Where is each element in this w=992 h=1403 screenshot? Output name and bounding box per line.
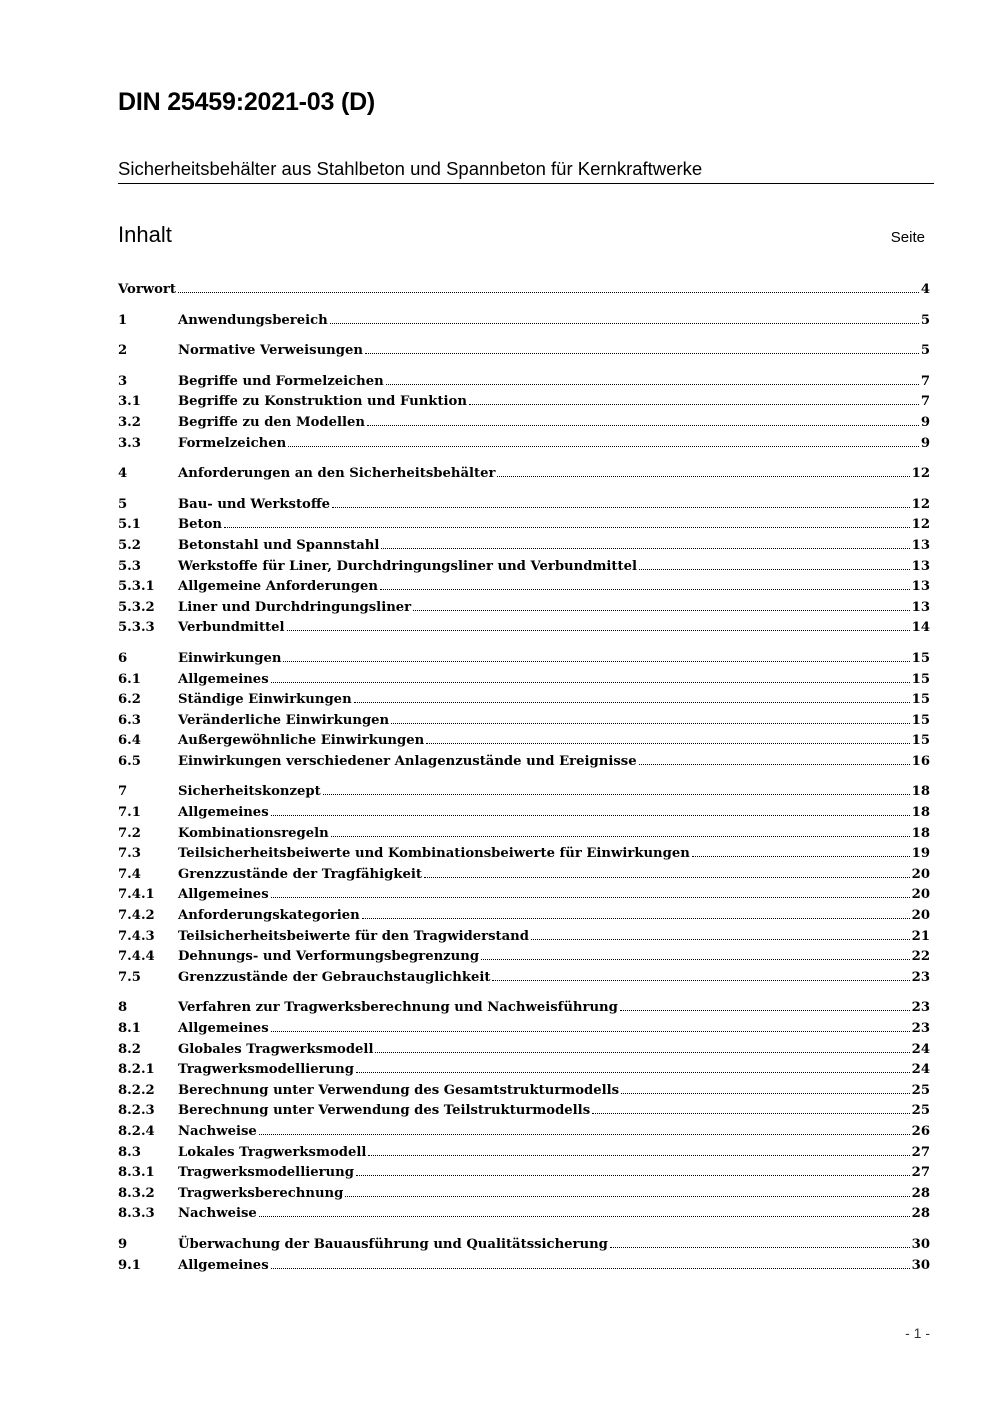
toc-entry-number: 7.4.3 <box>118 928 155 944</box>
toc-entry-page: 15 <box>911 650 930 666</box>
toc-entry-title: Berechnung unter Verwendung des Gesamtstrukturmodells <box>178 1082 620 1098</box>
toc-entry[interactable] <box>118 690 930 711</box>
toc-entry[interactable] <box>118 649 930 670</box>
toc-entry[interactable] <box>118 1143 930 1164</box>
toc-dot-leader <box>610 1237 910 1248</box>
toc-entry-title: Allgemeines <box>178 1257 269 1273</box>
toc-entry[interactable] <box>118 670 930 691</box>
toc-entry-page: 24 <box>911 1041 930 1057</box>
toc-entry-number: 6.2 <box>118 692 141 708</box>
toc-entry-page: 12 <box>911 517 930 533</box>
toc-entry[interactable] <box>118 341 930 362</box>
toc-dot-leader <box>271 1258 910 1269</box>
toc-entry-page: 30 <box>911 1236 930 1252</box>
toc-entry-page: 30 <box>911 1257 930 1273</box>
toc-entry-title: Teilsicherheitsbeiwerte und Kombinationsbeiwerte für Einwirkungen <box>178 846 690 862</box>
toc-dot-leader <box>283 651 909 662</box>
toc-entry-page: 21 <box>911 928 930 944</box>
toc-dot-leader <box>330 313 919 324</box>
toc-dot-leader <box>259 1206 910 1217</box>
document-subtitle: Sicherheitsbehälter aus Stahlbeton und Spannbeton für Kernkraftwerke <box>118 158 934 184</box>
toc-entry[interactable] <box>118 1040 930 1061</box>
toc-entry[interactable] <box>118 464 930 485</box>
toc-entry-page: 16 <box>911 753 930 769</box>
toc-entry-page: 27 <box>911 1165 930 1181</box>
toc-entry-title: Nachweise <box>178 1123 257 1139</box>
toc-entry-page: 23 <box>911 1021 930 1036</box>
toc-entry-page: 4 <box>920 282 930 297</box>
toc-entry-number: 7.4.4 <box>118 949 155 965</box>
toc-entry-number: 5.3.3 <box>118 620 155 636</box>
toc-dot-leader <box>386 374 919 385</box>
toc-entry-number: 8.3 <box>118 1144 141 1160</box>
toc-entry-title: Beton <box>178 517 223 533</box>
toc-entry-number: 7.5 <box>118 969 141 985</box>
toc-entry-number: 9.1 <box>118 1257 141 1273</box>
toc-entry[interactable] <box>118 844 930 865</box>
toc-entry-page: 18 <box>911 784 930 800</box>
toc-entry-page: 7 <box>920 394 930 410</box>
toc-entry-number: 8.3.3 <box>118 1206 155 1222</box>
toc-dot-leader <box>620 1000 910 1011</box>
toc-entry[interactable] <box>118 782 930 803</box>
toc-entry-number: 3 <box>118 373 128 389</box>
toc-entry-title: Grenzzustände der Tragfähigkeit <box>178 866 422 882</box>
toc-dot-leader <box>259 1124 910 1135</box>
toc-entry-title: Formelzeichen <box>178 435 287 451</box>
toc-entry-title: Berechnung unter Verwendung des Teilstrukturmodells <box>178 1103 591 1119</box>
toc-dot-leader <box>271 672 910 683</box>
toc-entry-page: 23 <box>911 969 930 985</box>
toc-dot-leader <box>424 867 910 878</box>
toc-entry-page: 27 <box>911 1144 930 1160</box>
toc-dot-leader <box>356 1062 910 1073</box>
toc-entry-title: Begriffe und Formelzeichen <box>178 373 384 389</box>
toc-entry[interactable] <box>118 731 930 752</box>
toc-entry-number: 6.1 <box>118 671 141 687</box>
toc-dot-leader <box>381 538 909 549</box>
toc-dot-leader <box>531 929 910 940</box>
toc-entry-page: 15 <box>911 692 930 708</box>
toc-entry-title: Allgemeines <box>178 887 269 903</box>
toc-entry-page: 25 <box>911 1082 930 1098</box>
toc-entry-title: Anforderungen an den Sicherheitsbehälter <box>178 466 496 482</box>
toc-entry[interactable] <box>118 280 930 301</box>
toc-entry[interactable] <box>118 711 930 732</box>
toc-dot-leader <box>413 600 910 611</box>
toc-dot-leader <box>481 949 910 960</box>
toc-entry[interactable] <box>118 803 930 824</box>
toc-entry-title: Veränderliche Einwirkungen <box>178 712 390 728</box>
toc-entry[interactable] <box>118 1060 930 1081</box>
toc-dot-leader <box>362 908 910 919</box>
toc-entry-number: 8.2.2 <box>118 1082 155 1098</box>
toc-entry[interactable] <box>118 598 930 619</box>
toc-entry-title: Allgemeines <box>178 1021 269 1036</box>
toc-entry[interactable] <box>118 557 930 578</box>
page-number: - 1 - <box>905 1325 930 1341</box>
toc-dot-leader <box>224 517 910 528</box>
toc-entry[interactable] <box>118 906 930 927</box>
toc-entry-page: 9 <box>920 435 930 451</box>
toc-entry[interactable] <box>118 865 930 886</box>
toc-entry-number: 5.1 <box>118 517 141 533</box>
toc-entry-page: 22 <box>911 949 930 965</box>
toc-entry-number: 8.1 <box>118 1021 141 1036</box>
toc-dot-leader <box>271 887 910 898</box>
toc-entry-number: 6.4 <box>118 733 141 749</box>
toc-dot-leader <box>391 713 910 724</box>
toc-entry-page: 5 <box>920 312 930 328</box>
toc-entry-number: 2 <box>118 343 128 359</box>
toc-entry-page: 14 <box>911 620 930 636</box>
toc-dot-leader <box>331 826 910 837</box>
toc-entry[interactable] <box>118 1081 930 1102</box>
toc-entry[interactable] <box>118 927 930 948</box>
toc-entry[interactable] <box>118 752 930 773</box>
toc-entry[interactable] <box>118 618 930 639</box>
toc-entry-number: 8.2.3 <box>118 1103 155 1119</box>
toc-entry-page: 20 <box>911 866 930 882</box>
toc-entry[interactable] <box>118 1235 930 1256</box>
toc-entry-title: Verbundmittel <box>178 620 285 636</box>
toc-entry[interactable] <box>118 392 930 413</box>
toc-entry-title: Nachweise <box>178 1206 257 1222</box>
toc-entry-title: Grenzzustände der Gebrauchstauglichkeit <box>178 969 491 985</box>
toc-dot-leader <box>492 970 909 981</box>
toc-entry-title: Anforderungskategorien <box>178 908 360 924</box>
toc-entry-number: 8.2 <box>118 1041 141 1057</box>
toc-entry-number: 4 <box>118 466 128 482</box>
toc-dot-leader <box>639 754 910 765</box>
toc-dot-leader <box>271 1021 910 1032</box>
toc-entry-number: 5.3.1 <box>118 579 155 595</box>
toc-entry-number: 5.3 <box>118 558 141 574</box>
toc-entry-title: Überwachung der Bauausführung und Qualitätssicherung <box>178 1236 608 1252</box>
toc-entry[interactable] <box>118 1163 930 1184</box>
table-of-contents <box>118 280 930 1276</box>
toc-entry-number: 7 <box>118 784 128 800</box>
toc-entry-title: Allgemeines <box>178 671 269 687</box>
toc-entry-page: 18 <box>911 805 930 821</box>
toc-entry-title: Lokales Tragwerksmodell <box>178 1144 367 1160</box>
toc-entry[interactable] <box>118 1122 930 1143</box>
toc-entry-number: 9 <box>118 1236 128 1252</box>
toc-dot-leader <box>692 846 910 857</box>
toc-entry-page: 9 <box>920 414 930 430</box>
toc-entry-title: Sicherheitskonzept <box>178 784 321 800</box>
toc-entry-number: 6.3 <box>118 712 141 728</box>
toc-entry-page: 15 <box>911 712 930 728</box>
toc-entry-number: 6.5 <box>118 753 141 769</box>
toc-entry[interactable] <box>118 434 930 455</box>
toc-entry-number: 7.2 <box>118 825 141 841</box>
toc-entry-title: Einwirkungen verschiedener Anlagenzustände und Ereignisse <box>178 753 637 769</box>
toc-dot-leader <box>323 784 910 795</box>
toc-entry[interactable] <box>118 885 930 906</box>
toc-dot-leader <box>178 282 919 293</box>
toc-entry-title: Einwirkungen <box>178 650 282 666</box>
toc-entry-page: 12 <box>911 496 930 512</box>
toc-entry-page: 7 <box>920 373 930 389</box>
toc-entry-number: 5.3.2 <box>118 599 155 615</box>
toc-dot-leader <box>332 497 910 508</box>
toc-entry-number: 1 <box>118 312 128 328</box>
toc-entry-title: Begriffe zu Konstruktion und Funktion <box>178 394 467 410</box>
toc-entry-title: Verfahren zur Tragwerksberechnung und Nachweisführung <box>178 1000 618 1016</box>
toc-dot-leader <box>356 1165 910 1176</box>
toc-entry[interactable] <box>118 495 930 516</box>
toc-entry-page: 5 <box>920 343 930 359</box>
toc-dot-leader <box>621 1083 910 1094</box>
toc-entry-title: Vorwort <box>118 282 176 297</box>
toc-entry[interactable] <box>118 515 930 536</box>
toc-entry-number: 8.2.4 <box>118 1123 155 1139</box>
toc-entry-page: 15 <box>911 733 930 749</box>
toc-dot-leader <box>345 1186 909 1197</box>
toc-dot-leader <box>271 805 910 816</box>
toc-entry[interactable] <box>118 1101 930 1122</box>
toc-entry[interactable] <box>118 1019 930 1040</box>
toc-entry[interactable] <box>118 1184 930 1205</box>
toc-entry[interactable] <box>118 824 930 845</box>
toc-entry-title: Ständige Einwirkungen <box>178 692 352 708</box>
toc-entry[interactable] <box>118 413 930 434</box>
toc-entry-title: Kombinationsregeln <box>178 825 329 841</box>
toc-dot-leader <box>380 579 910 590</box>
toc-entry-page: 20 <box>911 908 930 924</box>
toc-entry-number: 7.3 <box>118 846 141 862</box>
toc-entry[interactable] <box>118 1256 930 1277</box>
toc-entry-page: 19 <box>911 846 930 862</box>
toc-entry-title: Liner und Durchdringungsliner <box>178 599 412 615</box>
toc-entry-number: 7.1 <box>118 805 141 821</box>
toc-entry-title: Betonstahl und Spannstahl <box>178 537 380 553</box>
toc-entry-number: 8.3.2 <box>118 1185 155 1201</box>
toc-entry-page: 13 <box>911 558 930 574</box>
toc-entry-title: Dehnungs- und Verformungsbegrenzung <box>178 949 480 965</box>
toc-entry-page: 20 <box>911 887 930 903</box>
toc-entry-page: 28 <box>911 1206 930 1222</box>
toc-entry-number: 3.1 <box>118 394 141 410</box>
toc-entry-title: Werkstoffe für Liner, Durchdringungsliner und Verbundmittel <box>178 558 638 574</box>
toc-entry-page: 23 <box>911 1000 930 1016</box>
toc-entry[interactable] <box>118 998 930 1019</box>
toc-dot-leader <box>365 343 919 354</box>
toc-entry-number: 8.2.1 <box>118 1062 155 1078</box>
toc-dot-leader <box>426 733 909 744</box>
toc-entry-page: 13 <box>911 579 930 595</box>
toc-entry-number: 3.3 <box>118 435 141 451</box>
toc-entry-number: 7.4 <box>118 866 141 882</box>
toc-entry-page: 28 <box>911 1185 930 1201</box>
toc-entry-page: 13 <box>911 599 930 615</box>
document-id: DIN 25459:2021-03 (D) <box>118 88 376 116</box>
toc-entry-page: 18 <box>911 825 930 841</box>
toc-dot-leader <box>288 436 919 447</box>
toc-entry-page: 26 <box>911 1123 930 1139</box>
toc-entry-title: Normative Verweisungen <box>178 343 363 359</box>
toc-entry-title: Tragwerksberechnung <box>178 1185 344 1201</box>
toc-entry[interactable] <box>118 311 930 332</box>
toc-entry-number: 8 <box>118 1000 128 1016</box>
toc-entry-number: 7.4.2 <box>118 908 155 924</box>
toc-dot-leader <box>592 1103 910 1114</box>
toc-entry-title: Allgemeine Anforderungen <box>178 579 378 595</box>
toc-dot-leader <box>368 1145 909 1156</box>
toc-entry[interactable] <box>118 1204 930 1225</box>
toc-entry[interactable] <box>118 372 930 393</box>
toc-entry-number: 7.4.1 <box>118 887 155 903</box>
toc-entry-page: 12 <box>911 466 930 482</box>
toc-dot-leader <box>375 1042 909 1053</box>
toc-entry-number: 5 <box>118 496 128 512</box>
toc-entry-title: Bau- und Werkstoffe <box>178 496 331 512</box>
toc-entry-title: Außergewöhnliche Einwirkungen <box>178 733 425 749</box>
toc-entry-page: 24 <box>911 1062 930 1078</box>
toc-dot-leader <box>639 559 910 570</box>
toc-entry-title: Tragwerksmodellierung <box>178 1062 354 1078</box>
toc-entry-number: 3.2 <box>118 414 141 430</box>
toc-entry-title: Tragwerksmodellierung <box>178 1165 354 1181</box>
toc-entry[interactable] <box>118 968 930 989</box>
toc-entry[interactable] <box>118 536 930 557</box>
toc-entry-number: 6 <box>118 650 128 666</box>
toc-entry-number: 8.3.1 <box>118 1165 155 1181</box>
toc-entry-title: Begriffe zu den Modellen <box>178 414 365 430</box>
toc-entry-title: Globales Tragwerksmodell <box>178 1041 374 1057</box>
toc-entry-page: 13 <box>911 537 930 553</box>
toc-dot-leader <box>354 692 910 703</box>
toc-entry[interactable] <box>118 577 930 598</box>
toc-dot-leader <box>287 620 910 631</box>
toc-dot-leader <box>367 415 919 426</box>
toc-entry-page: 25 <box>911 1103 930 1119</box>
toc-heading: Inhalt <box>118 222 172 247</box>
toc-entry-title: Allgemeines <box>178 805 269 821</box>
toc-entry-title: Teilsicherheitsbeiwerte für den Tragwiderstand <box>178 928 529 944</box>
toc-entry-title: Anwendungsbereich <box>178 312 328 328</box>
page-column-label: Seite <box>890 229 925 246</box>
toc-dot-leader <box>469 394 919 405</box>
toc-dot-leader <box>497 466 909 477</box>
toc-entry-number: 5.2 <box>118 537 141 553</box>
toc-entry[interactable] <box>118 947 930 968</box>
toc-entry-page: 15 <box>911 671 930 687</box>
